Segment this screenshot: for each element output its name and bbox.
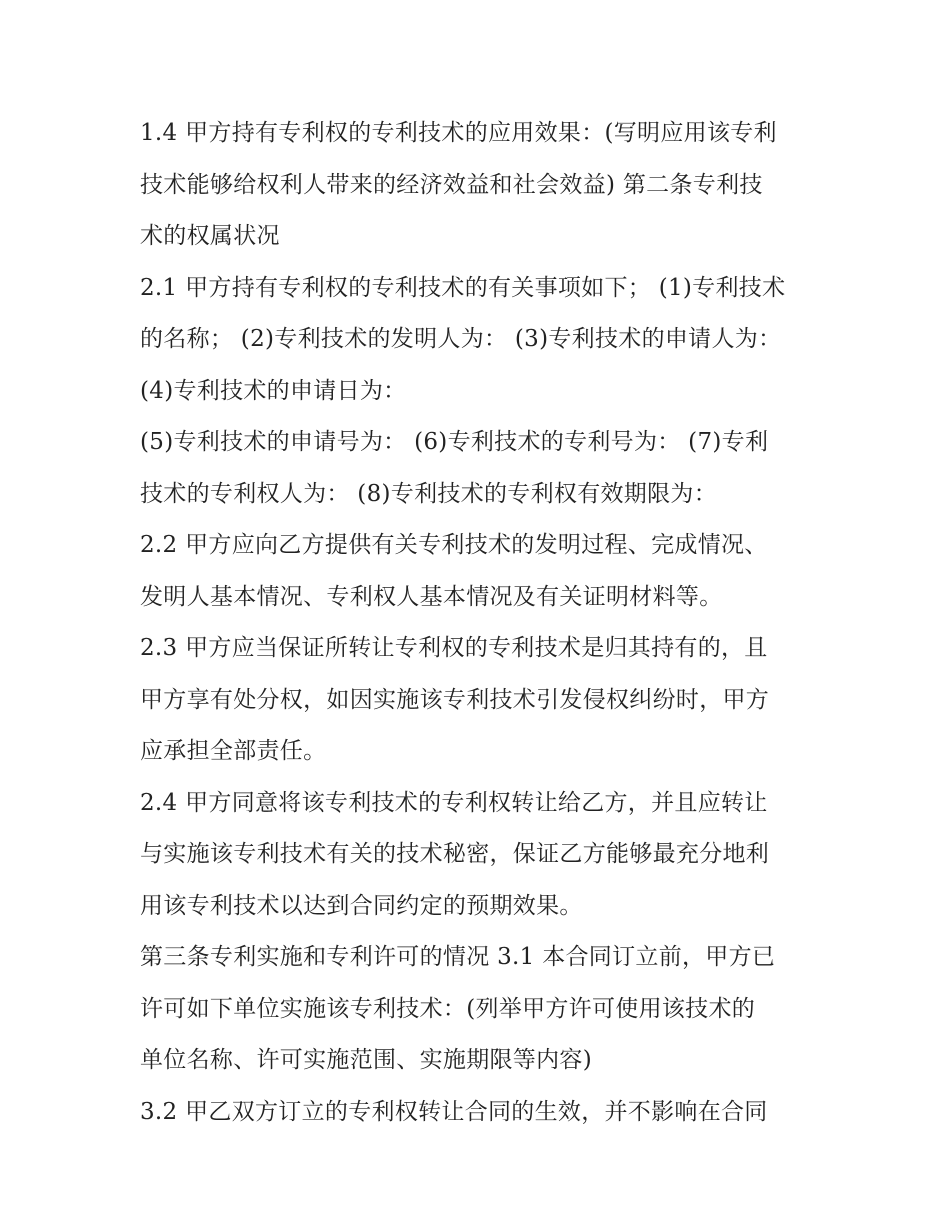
- text-line: 许可如下单位实施该专利技术：(列举甲方许可使用该技术的: [140, 995, 756, 1022]
- text-line: (4)专利技术的申请日为：: [140, 377, 407, 404]
- text-line: 技术的专利权人为： (8)专利技术的专利权有效期限为：: [140, 480, 717, 507]
- text-line: 用该专利技术以达到合同约定的预期效果。: [140, 892, 583, 919]
- text-line: 2.2 甲方应向乙方提供有关专利技术的发明过程、完成情况、: [140, 532, 768, 558]
- text-line: 第三条专利实施和专利许可的情况 3.1 本合同订立前，甲方已: [140, 944, 776, 970]
- text-line: 发明人基本情况、专利权人基本情况及有关证明材料等。: [140, 583, 723, 610]
- text-line: 2.4 甲方同意将该专利技术的专利权转让给乙方，并且应转让: [140, 789, 768, 816]
- text-line: 技术能够给权利人带来的经济效益和社会效益) 第二条专利技: [140, 171, 763, 198]
- text-line: 术的权属状况: [140, 223, 280, 249]
- text-line: 单位名称、许可实施范围、实施期限等内容): [140, 1047, 592, 1073]
- text-line: (5)专利技术的申请号为： (6)专利技术的专利号为： (7)专利: [140, 429, 769, 455]
- text-line: 应承担全部责任。: [140, 738, 327, 764]
- text-line: 的名称； (2)专利技术的发明人为： (3)专利技术的申请人为：: [140, 326, 782, 352]
- document-body: [140, 108, 820, 1138]
- text-line: 1.4 甲方持有专利权的专利技术的应用效果：(写明应用该专利: [140, 120, 777, 146]
- text-line: 2.1 甲方持有专利权的专利技术的有关事项如下； (1)专利技术: [140, 274, 786, 301]
- text-line: 2.3 甲方应当保证所转让专利权的专利技术是归其持有的，且: [140, 635, 768, 661]
- text-line: 甲方享有处分权，如因实施该专利技术引发侵权纠纷时，甲方: [140, 686, 770, 713]
- text-line: 3.2 甲乙双方订立的专利权转让合同的生效，并不影响在合同: [140, 1098, 768, 1125]
- text-line: 与实施该专利技术有关的技术秘密，保证乙方能够最充分地利: [140, 841, 770, 867]
